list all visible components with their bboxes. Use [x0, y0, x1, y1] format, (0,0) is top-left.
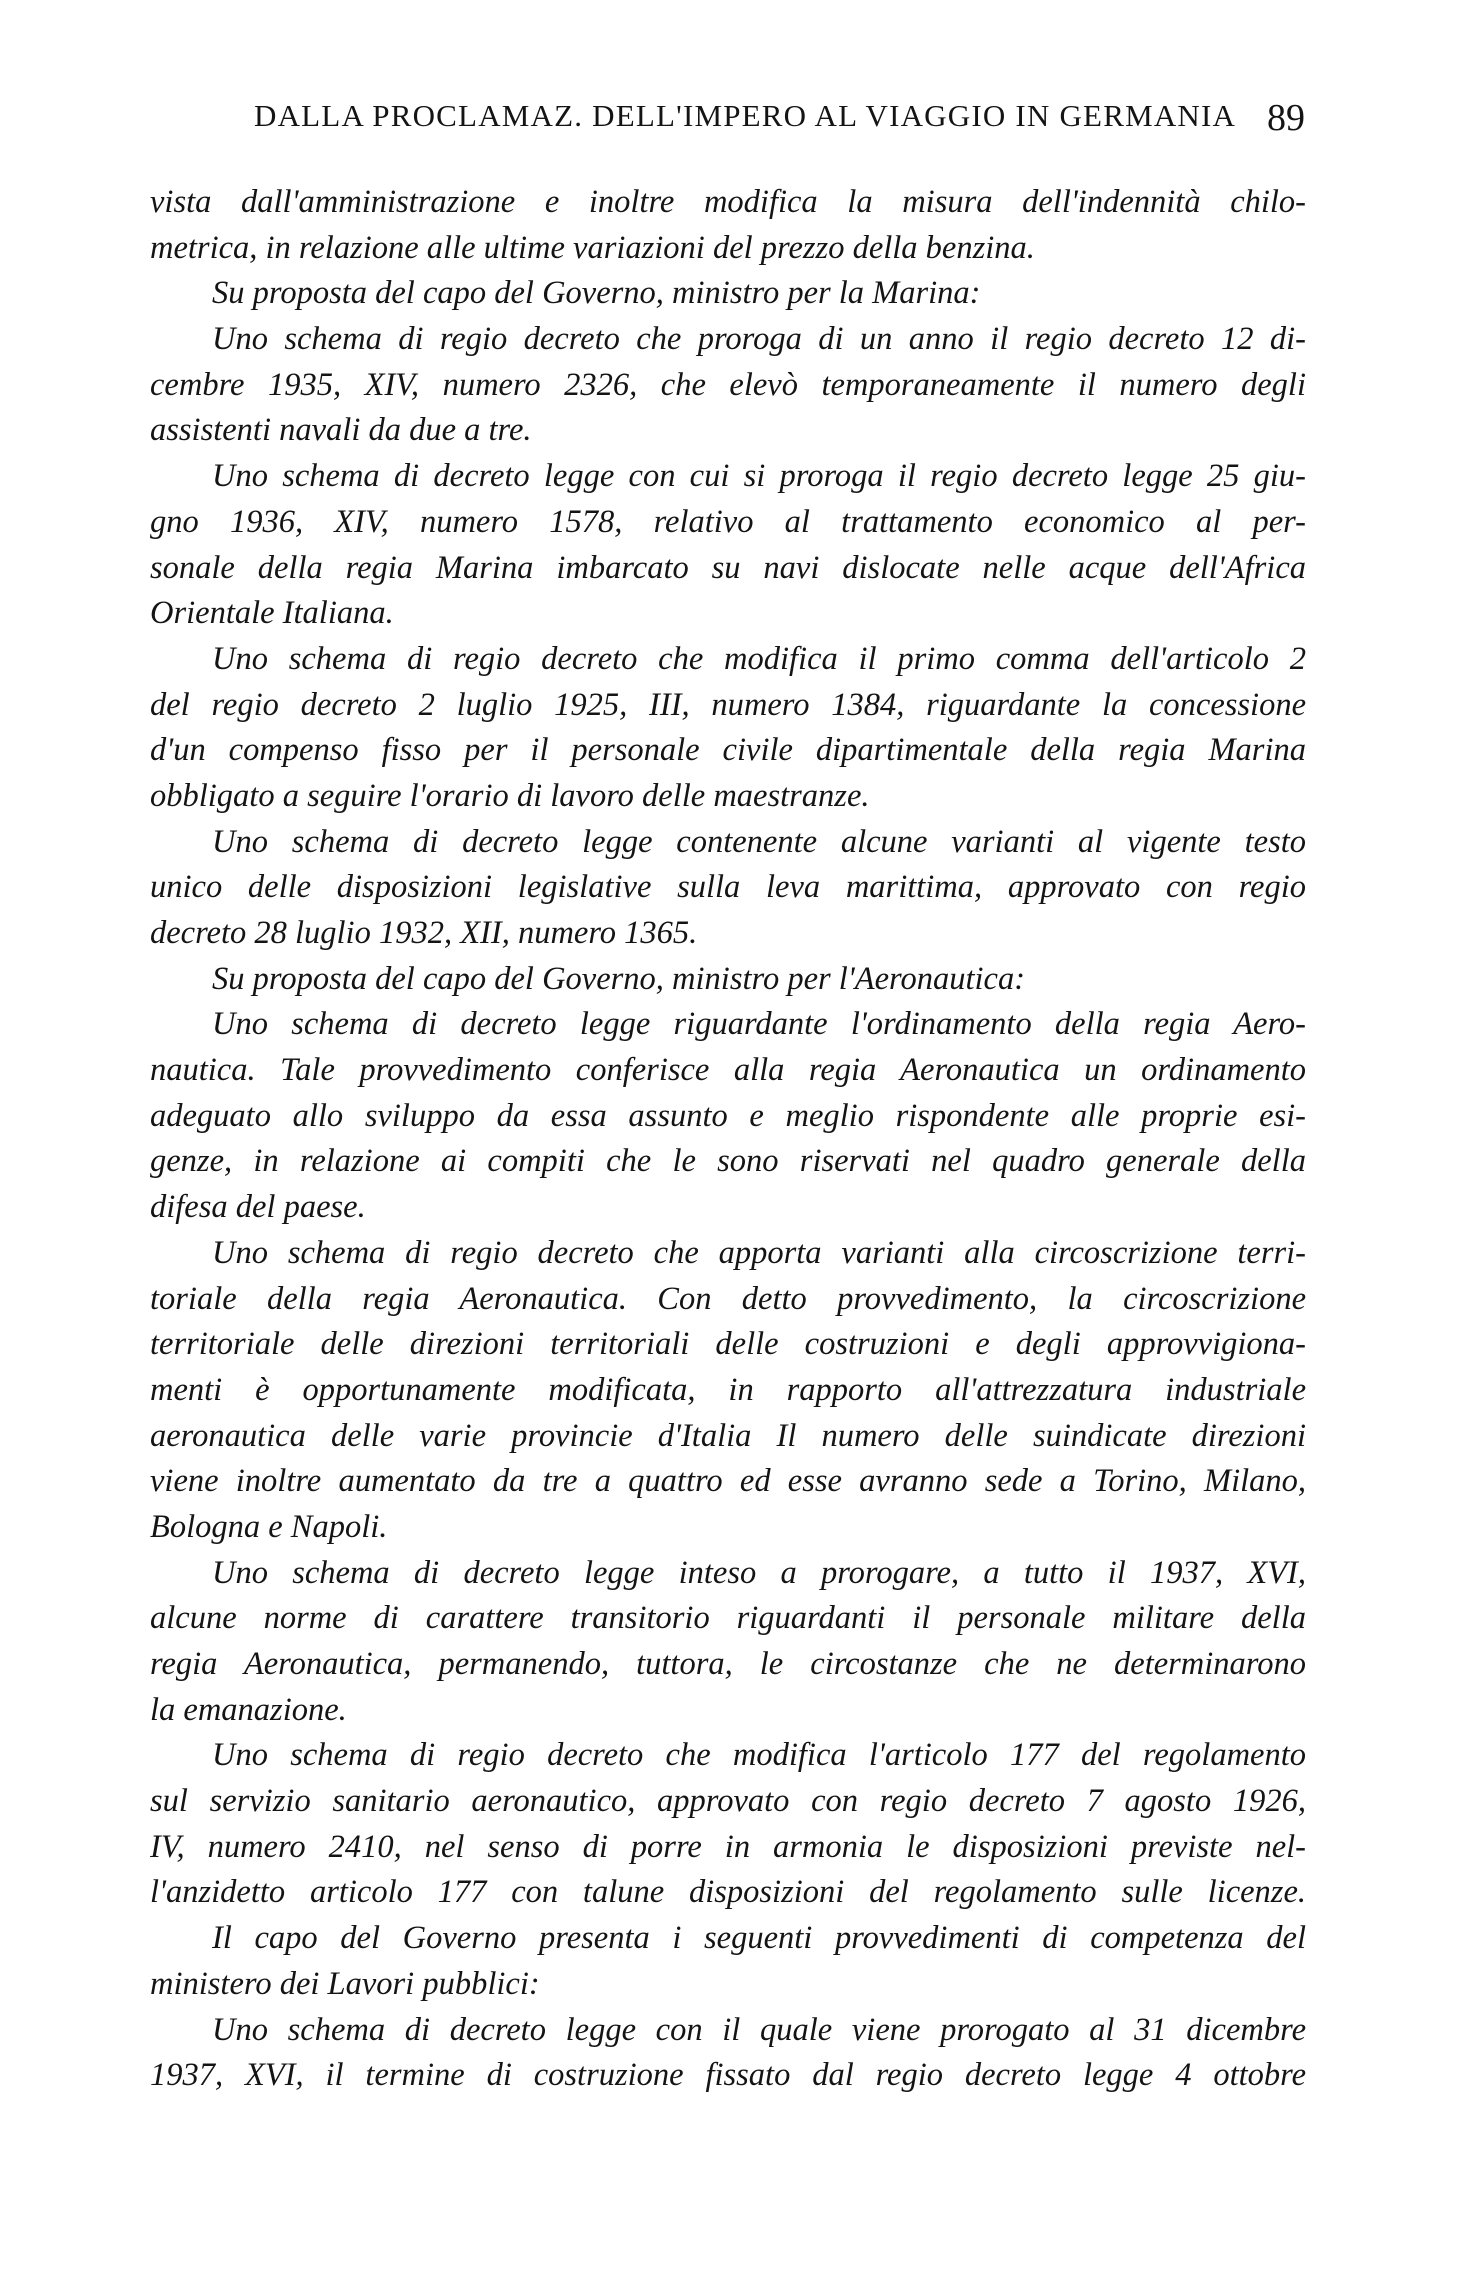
body-text: [150, 180, 1306, 2099]
text-line: alcune norme di carattere transitorio riguardanti il personale militare della: [150, 1600, 1306, 1637]
paragraph-heading-aeronautica: Su proposta del capo del Governo, ministro per l'Aeronautica:: [212, 960, 1026, 997]
text-line: cembre 1935, XIV, numero 2326, che elevò temporaneamente il numero degli: [150, 366, 1306, 403]
text-line: 1937, XVI, il termine di costruzione fissato dal regio decreto legge 4 ottobre: [150, 2057, 1306, 2094]
text-line: viene inoltre aumentato da tre a quattro ed esse avranno sede a Torino, Milano,: [150, 1463, 1306, 1500]
text-line: regia Aeronautica, permanendo, tuttora, le circostanze che ne determinarono: [150, 1646, 1306, 1682]
text-line: ministero dei Lavori pubblici:: [150, 1965, 540, 2002]
page-number: 89: [1267, 97, 1305, 139]
running-title: DALLA PROCLAMAZ. DELL'IMPERO AL VIAGGIO IN GERMANIA: [254, 98, 1237, 133]
text-line: decreto 28 luglio 1932, XII, numero 1365.: [150, 915, 698, 951]
text-line: Uno schema di decreto legge riguardante l'ordinamento della regia Aero-: [212, 1006, 1306, 1043]
text-line: l'anzidetto articolo 177 con talune disposizioni del regolamento sulle licenze.: [150, 1874, 1306, 1911]
text-line: Uno schema di regio decreto che apporta varianti alla circoscrizione terri-: [212, 1234, 1306, 1271]
text-line: Uno schema di decreto legge inteso a prorogare, a tutto il 1937, XVI,: [212, 1554, 1306, 1591]
text-line: Uno schema di decreto legge con cui si proroga il regio decreto legge 25 giu-: [212, 458, 1306, 495]
text-line: menti è opportunamente modificata, in rapporto all'attrezzatura industriale: [150, 1371, 1306, 1408]
paragraph-heading-marina: Su proposta del capo del Governo, ministro per la Marina:: [212, 275, 981, 312]
text-line: genze, in relazione ai compiti che le sono riservati nel quadro generale della: [150, 1143, 1306, 1180]
text-line: Bologna e Napoli.: [150, 1508, 388, 1545]
text-line: Uno schema di decreto legge con il quale viene prorogato al 31 dicembre: [212, 2011, 1306, 2048]
text-line: gno 1936, XIV, numero 1578, relativo al trattamento economico al per-: [150, 503, 1306, 540]
text-line: metrica, in relazione alle ultime variazioni del prezzo della benzina.: [150, 229, 1035, 266]
text-line: IV, numero 2410, nel senso di porre in armonia le disposizioni previste nel-: [150, 1828, 1306, 1865]
text-line: toriale della regia Aeronautica. Con detto provvedimento, la circoscrizione: [150, 1280, 1306, 1317]
text-line: aeronautica delle varie provincie d'Italia Il numero delle suindicate direzioni: [150, 1417, 1306, 1454]
text-line: obbligato a seguire l'orario di lavoro delle maestranze.: [150, 777, 870, 814]
text-line: difesa del paese.: [150, 1189, 366, 1226]
text-line: Uno schema di regio decreto che modifica il primo comma dell'articolo 2: [212, 640, 1306, 677]
text-line: del regio decreto 2 luglio 1925, III, numero 1384, riguardante la concessione: [150, 686, 1306, 723]
paragraph-heading-lavori-pubblici: Il capo del Governo presenta i seguenti provvedimenti di competenza del: [212, 1920, 1306, 1957]
text-line: sul servizio sanitario aeronautico, approvato con regio decreto 7 agosto 1926,: [150, 1783, 1306, 1820]
text-line: Orientale Italiana.: [150, 595, 394, 632]
text-line: assistenti navali da due a tre.: [150, 412, 532, 449]
text-line: Uno schema di decreto legge contenente alcune varianti al vigente testo: [212, 823, 1306, 860]
text-line: territoriale delle direzioni territoriali delle costruzioni e degli approvvigiona-: [150, 1326, 1306, 1363]
text-line: la emanazione.: [150, 1691, 347, 1728]
text-line: Uno schema di regio decreto che modifica l'articolo 177 del regolamento: [212, 1737, 1306, 1774]
running-head: [232, 92, 1307, 152]
text-line: Uno schema di regio decreto che proroga di un anno il regio decreto 12 di-: [212, 321, 1306, 358]
text-line: vista dall'amministrazione e inoltre modifica la misura dell'indennità chilo-: [150, 184, 1306, 220]
text-line: unico delle disposizioni legislative sulla leva marittima, approvato con regio: [150, 869, 1306, 906]
text-line: adeguato allo sviluppo da essa assunto e meglio rispondente alle proprie esi-: [150, 1097, 1306, 1134]
text-line: nautica. Tale provvedimento conferisce alla regia Aeronautica un ordinamento: [150, 1052, 1306, 1089]
text-line: d'un compenso fisso per il personale civile dipartimentale della regia Marina: [150, 732, 1306, 769]
text-line: sonale della regia Marina imbarcato su navi dislocate nelle acque dell'Africa: [150, 549, 1306, 586]
